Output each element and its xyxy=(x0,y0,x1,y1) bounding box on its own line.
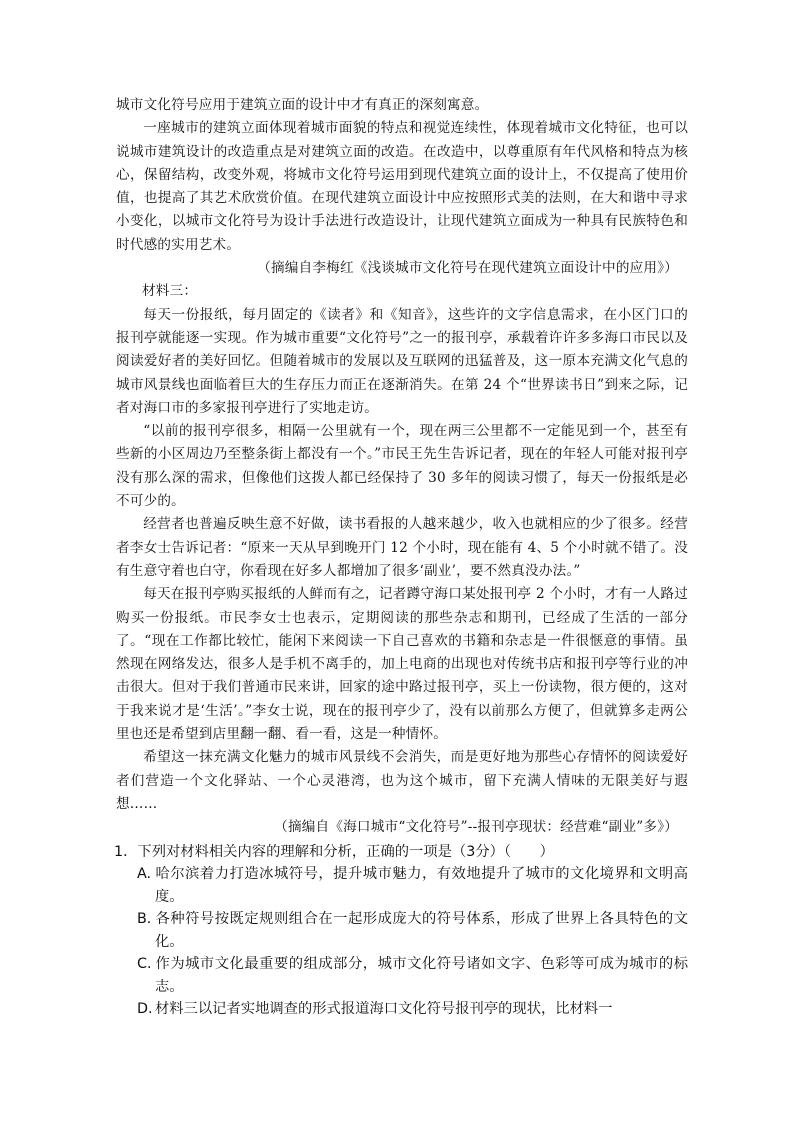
option-d-text: 材料三以记者实地调查的形式报道海口文化符号报刊亭的现状，比材料一 xyxy=(155,1001,613,1017)
option-b[interactable] xyxy=(116,908,688,953)
option-d-letter: D. xyxy=(137,1001,153,1017)
material-two-source: （摘编自李梅红《浅谈城市文化符号在现代建筑立面设计中的应用》） xyxy=(257,260,678,277)
option-b-letter: B. xyxy=(137,911,152,927)
material-three-heading: 材料三： xyxy=(142,283,198,300)
material-three-paragraph-4: 每天在报刊亭购买报纸的人鲜而有之，记者蹲守海口某处报刊亭 2 个小时，才有一人路过购买一份报纸。市民李女士也表示，定期阅读的那些杂志和期刊，已经成了生活的一部分了。“现在工作都比较忙，能闲下来阅读一下自己喜欢的书籍和杂志是一件很惬意的事情。虽然现在网络发达，很多人是手机不离手的，加上电商的出现也对传统书店和报刊亭等行业的冲击很大。但对于我们普通市民来讲，回家的途中路过报刊亭，买上一份读物，很方便的，这对于我来说才是‘生活’。”李女士说，现在的报刊亭少了，没有以前那么方便了，但就算多走两公里也还是希望到店里翻一翻、看一看，这是一种情怀。 xyxy=(116,586,688,743)
material-two-tail: 城市文化符号应用于建筑立面的设计中才有真正的深刻寓意。 xyxy=(116,97,489,113)
option-d[interactable] xyxy=(116,998,688,1021)
material-three-paragraph-5: 希望这一抹充满文化魅力的城市风景线不会消失，而是更好地为那些心存情怀的阅读爱好者们营造一个文化驿站、一个心灵港湾，也为这个城市，留下充满人情味的无限美好与遐想…… xyxy=(116,749,688,812)
option-b-text: 各种符号按既定规则组合在一起形成庞大的符号体系，形成了世界上各具特色的文化。 xyxy=(155,911,688,950)
document-body xyxy=(116,94,688,1021)
option-c-letter: C. xyxy=(137,956,152,972)
material-three-paragraph-3: 经营者也普遍反映生意不好做，读书看报的人越来越少，收入也就相应的少了很多。经营者李女士告诉记者：“原来一天从早到晚开门 12 个小时，现在能有 4、5 个小时就不错了。没有生意守着也白守，你看现在好多人都增加了很多‘副业’，要不然真没办法。” xyxy=(116,516,688,579)
material-three-paragraph-2: “以前的报刊亭很多，相隔一公里就有一个，现在两三公里都不一定能见到一个，甚至有些新的小区周边乃至整条街上都没有一个。”市民王先生告诉记者，现在的年轻人可能对报刊亭没有那么深的需求，但像他们这拨人都已经保持了 30 多年的阅读习惯了，每天一份报纸是必不可少的。 xyxy=(116,423,688,510)
option-a[interactable] xyxy=(116,863,688,908)
option-a-text: 哈尔滨着力打造冰城符号，提升城市魅力，有效地提升了城市的文化境界和文明高度。 xyxy=(155,866,688,905)
material-three-source: （摘编自《海口城市“文化符号”--报刊亭现状：经营难“副业”多》） xyxy=(274,819,678,836)
option-a-letter: A. xyxy=(137,866,152,882)
material-three-paragraph-1: 每天一份报纸，每月固定的《读者》和《知音》，这些许的文字信息需求，在小区门口的报刊亭就能逐一实现。作为城市重要“文化符号”之一的报刊亭，承载着许许多多海口市民以及阅读爱好者的美好回忆。但随着城市的发展以及互联网的迅猛普及，这一原本充满文化气息的城市风景线也面临着巨大的生存压力而正在逐渐消失。在第 24 个“世界读书日”到来之际，记者对海口市的多家报刊亭进行了实地走访。 xyxy=(116,306,688,416)
question-one-stem: 1．下列对材料相关内容的理解和分析，正确的一项是（3分）（ ） xyxy=(114,843,554,860)
option-c[interactable] xyxy=(116,953,688,998)
material-three-section xyxy=(116,280,688,839)
option-c-text: 作为城市文化最重要的组成部分，城市文化符号诸如文字、色彩等可成为城市的标志。 xyxy=(155,956,688,995)
material-two-paragraph: 一座城市的建筑立面体现着城市面貌的特点和视觉连续性，体现着城市文化特征，也可以说城市建筑设计的改造重点是对建筑立面的改造。在改造中，以尊重原有年代风格和特点为核心，保留结构，改变外观，将城市文化符号运用到现代建筑立面的设计上，不仅提高了使用价值，也提高了其艺术欣赏价值。在现代建筑立面设计中应按照形式美的法则，在大和谐中寻求小变化，以城市文化符号为设计手法进行改造设计，让现代建筑立面成为一种具有民族特色和时代感的实用艺术。 xyxy=(116,120,688,253)
material-two-section xyxy=(116,94,688,280)
question-one xyxy=(116,841,688,1021)
